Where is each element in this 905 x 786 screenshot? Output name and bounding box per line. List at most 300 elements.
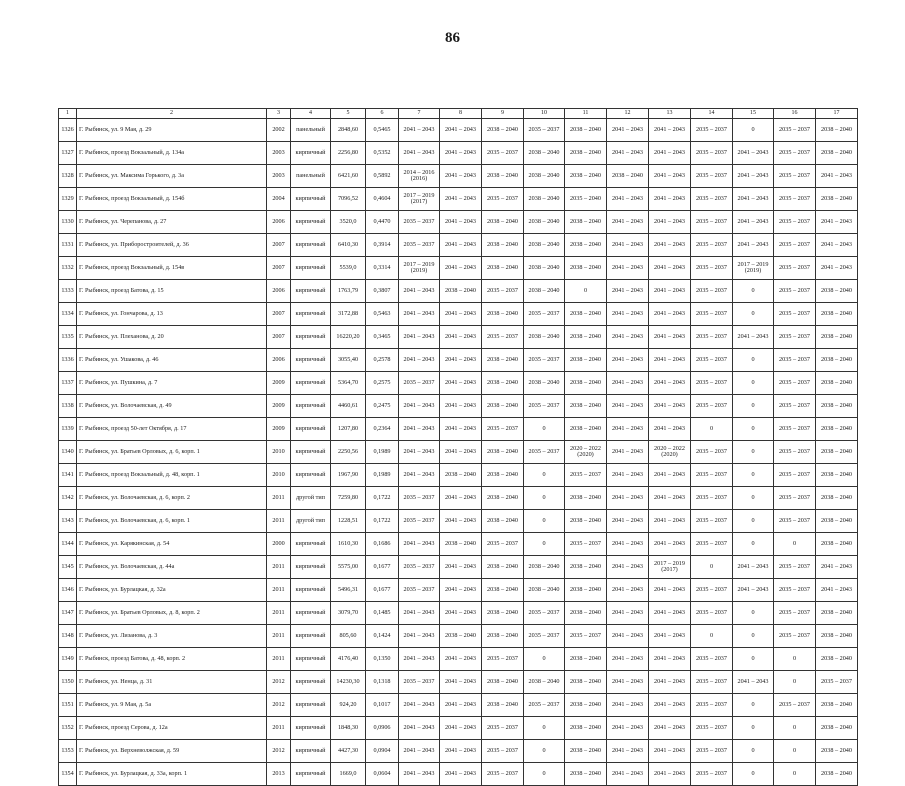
column-number-cell: 6 [366, 109, 399, 119]
table-cell: 0,1017 [366, 694, 399, 717]
table-cell: 1967,90 [331, 464, 366, 487]
table-cell: 1763,79 [331, 280, 366, 303]
table-cell: 2041 – 2043 [399, 648, 440, 671]
table-cell: 2009 [267, 418, 291, 441]
table-cell: 0 [733, 464, 774, 487]
table-cell: 0,5465 [366, 119, 399, 142]
table-cell: кирпичный [291, 234, 331, 257]
table-cell: 2041 – 2043 [399, 717, 440, 740]
table-row [59, 740, 858, 763]
table-row [59, 464, 858, 487]
table-cell: 2038 – 2040 [816, 648, 858, 671]
table-cell: 2035 – 2037 [691, 211, 733, 234]
table-cell: 2035 – 2037 [399, 211, 440, 234]
table-cell: 0 [733, 648, 774, 671]
table-cell: 0,1350 [366, 648, 399, 671]
table-cell: 2035 – 2037 [774, 372, 816, 395]
table-cell: 2038 – 2040 [524, 211, 565, 234]
table-cell: 0 [524, 740, 565, 763]
table-row [59, 648, 858, 671]
table-cell: 2041 – 2043 [816, 234, 858, 257]
table-cell: 2038 – 2040 [482, 441, 524, 464]
row-number-cell: 1327 [59, 142, 77, 165]
address-cell: Г. Рыбинск, ул. Братьев Орловых, д. 8, корп. 2 [77, 602, 267, 625]
table-cell: 2041 – 2043 [399, 303, 440, 326]
table-cell: 0 [733, 441, 774, 464]
table-cell: 0,0906 [366, 717, 399, 740]
table-cell: 2041 – 2043 [733, 326, 774, 349]
table-cell: 2012 [267, 694, 291, 717]
table-cell: 1610,30 [331, 533, 366, 556]
table-cell: 4427,30 [331, 740, 366, 763]
table-cell: 2038 – 2040 [524, 372, 565, 395]
column-number-cell: 7 [399, 109, 440, 119]
column-number-cell: 5 [331, 109, 366, 119]
table-cell: 2038 – 2040 [524, 556, 565, 579]
table-cell: 0 [733, 602, 774, 625]
table-cell: 5539,0 [331, 257, 366, 280]
table-cell: 0,4604 [366, 188, 399, 211]
table-row [59, 717, 858, 740]
table-cell: 0 [774, 763, 816, 786]
table-cell: 2041 – 2043 [607, 625, 649, 648]
table-cell: 2041 – 2043 [440, 188, 482, 211]
table-cell: 2017 – 2019 (2019) [733, 257, 774, 280]
address-cell: Г. Рыбинск, проезд Вокзальный, д. 154в [77, 257, 267, 280]
table-cell: 2035 – 2037 [691, 671, 733, 694]
table-cell: 0,0904 [366, 740, 399, 763]
table-cell: 0,1485 [366, 602, 399, 625]
address-cell: Г. Рыбинск, ул. Пушкина, д. 7 [77, 372, 267, 395]
table-cell: 2041 – 2043 [399, 395, 440, 418]
table-cell: 2038 – 2040 [816, 349, 858, 372]
table-cell: 0 [733, 372, 774, 395]
table-cell: кирпичный [291, 763, 331, 786]
table-cell: 2035 – 2037 [774, 602, 816, 625]
table-cell: 2038 – 2040 [482, 211, 524, 234]
table-cell: 2035 – 2037 [691, 372, 733, 395]
table-cell: 2041 – 2043 [607, 694, 649, 717]
table-cell: 2041 – 2043 [733, 142, 774, 165]
table-cell: 0,4470 [366, 211, 399, 234]
table-cell: 6410,30 [331, 234, 366, 257]
table-cell: 2035 – 2037 [399, 234, 440, 257]
table-cell: 2041 – 2043 [607, 441, 649, 464]
table-cell: 2011 [267, 556, 291, 579]
table-row [59, 211, 858, 234]
table-cell: 2041 – 2043 [607, 349, 649, 372]
row-number-cell: 1341 [59, 464, 77, 487]
address-cell: Г. Рыбинск, проезд Вокзальный, д. 48, корп. 1 [77, 464, 267, 487]
table-cell: кирпичный [291, 326, 331, 349]
table-cell: 2035 – 2037 [691, 648, 733, 671]
table-cell: 2038 – 2040 [816, 280, 858, 303]
table-cell: 2038 – 2040 [816, 188, 858, 211]
table-cell: 2848,60 [331, 119, 366, 142]
table-cell: 2035 – 2037 [524, 625, 565, 648]
table-cell: 2038 – 2040 [565, 510, 607, 533]
column-number-cell: 10 [524, 109, 565, 119]
row-number-cell: 1346 [59, 579, 77, 602]
table-cell: 0 [774, 533, 816, 556]
table-cell: 2011 [267, 510, 291, 533]
table-cell: 2041 – 2043 [440, 211, 482, 234]
table-cell: панельный [291, 165, 331, 188]
table-cell: 0 [774, 717, 816, 740]
table-cell: 0 [524, 510, 565, 533]
table-cell: 0 [524, 648, 565, 671]
table-cell: 2041 – 2043 [440, 487, 482, 510]
table-row [59, 395, 858, 418]
table-cell: 2035 – 2037 [774, 441, 816, 464]
table-cell: 0 [733, 717, 774, 740]
table-row [59, 763, 858, 786]
table-cell: 2038 – 2040 [482, 349, 524, 372]
table-cell: 2011 [267, 648, 291, 671]
table-cell: 2038 – 2040 [524, 280, 565, 303]
table-cell: 1669,0 [331, 763, 366, 786]
table-cell: 0 [524, 464, 565, 487]
row-number-cell: 1348 [59, 625, 77, 648]
address-cell: Г. Рыбинск, проезд Вокзальный, д. 154б [77, 188, 267, 211]
table-cell: 0,1677 [366, 579, 399, 602]
table-cell: 2003 [267, 165, 291, 188]
table-cell: 2038 – 2040 [524, 257, 565, 280]
table-cell: 2035 – 2037 [691, 441, 733, 464]
table-cell: 2041 – 2043 [649, 165, 691, 188]
table-cell: 2035 – 2037 [691, 694, 733, 717]
table-cell: 0 [733, 418, 774, 441]
table-cell: 0,2578 [366, 349, 399, 372]
table-cell: 2035 – 2037 [774, 326, 816, 349]
table-cell: 2041 – 2043 [733, 579, 774, 602]
table-cell: 2038 – 2040 [816, 487, 858, 510]
table-cell: кирпичный [291, 142, 331, 165]
table-cell: 0 [733, 763, 774, 786]
table-cell: 2041 – 2043 [649, 648, 691, 671]
table-cell: 2038 – 2040 [565, 234, 607, 257]
address-cell: Г. Рыбинск, ул. 9 Мая, д. 5а [77, 694, 267, 717]
table-cell: 2041 – 2043 [440, 119, 482, 142]
table-cell: 2041 – 2043 [649, 717, 691, 740]
table-cell: кирпичный [291, 740, 331, 763]
table-row [59, 188, 858, 211]
address-cell: Г. Рыбинск, ул. Бурлацкая, д. 32а [77, 579, 267, 602]
row-number-cell: 1347 [59, 602, 77, 625]
table-cell: 2041 – 2043 [607, 119, 649, 142]
table-cell: 2038 – 2040 [482, 303, 524, 326]
table-cell: 2038 – 2040 [816, 441, 858, 464]
table-cell: 2041 – 2043 [440, 763, 482, 786]
table-cell: 0,3807 [366, 280, 399, 303]
table-cell: 2038 – 2040 [816, 395, 858, 418]
table-cell: 2035 – 2037 [691, 326, 733, 349]
table-cell: другой тип [291, 510, 331, 533]
table-cell: кирпичный [291, 280, 331, 303]
table-cell: 2035 – 2037 [774, 349, 816, 372]
table-cell: 2010 [267, 441, 291, 464]
table-cell: 2038 – 2040 [565, 165, 607, 188]
table-cell: кирпичный [291, 648, 331, 671]
table-cell: 2041 – 2043 [399, 694, 440, 717]
table-cell: 0 [524, 533, 565, 556]
table-cell: 0 [733, 740, 774, 763]
table-cell: 0 [733, 510, 774, 533]
table-cell: 2041 – 2043 [399, 418, 440, 441]
table-cell: 2038 – 2040 [565, 717, 607, 740]
table-cell: 2035 – 2037 [482, 418, 524, 441]
table-cell: 2035 – 2037 [774, 142, 816, 165]
table-cell: 2041 – 2043 [399, 142, 440, 165]
table-cell: 2038 – 2040 [565, 303, 607, 326]
table-cell: 2035 – 2037 [774, 303, 816, 326]
table-cell: 2041 – 2043 [440, 510, 482, 533]
table-cell: 2041 – 2043 [440, 303, 482, 326]
table-cell: 2035 – 2037 [774, 257, 816, 280]
table-cell: 2041 – 2043 [607, 418, 649, 441]
table-cell: 2041 – 2043 [607, 556, 649, 579]
table-cell: 2038 – 2040 [565, 763, 607, 786]
row-number-cell: 1350 [59, 671, 77, 694]
table-cell: 2038 – 2040 [565, 326, 607, 349]
table-cell: 0,1424 [366, 625, 399, 648]
table-cell: 2038 – 2040 [816, 326, 858, 349]
address-cell: Г. Рыбинск, ул. 9 Мая, д. 29 [77, 119, 267, 142]
table-cell: 2038 – 2040 [816, 119, 858, 142]
table-cell: кирпичный [291, 188, 331, 211]
table-cell: 2041 – 2043 [607, 648, 649, 671]
table-cell: 0,5892 [366, 165, 399, 188]
table-cell: 2007 [267, 234, 291, 257]
table-cell: 2041 – 2043 [607, 717, 649, 740]
row-number-cell: 1339 [59, 418, 77, 441]
address-cell: Г. Рыбинск, проезд Батова, д. 15 [77, 280, 267, 303]
table-cell: 2035 – 2037 [482, 142, 524, 165]
table-cell: 2041 – 2043 [607, 372, 649, 395]
table-cell: 0,1318 [366, 671, 399, 694]
table-row [59, 303, 858, 326]
table-cell: 2041 – 2043 [440, 418, 482, 441]
row-number-cell: 1330 [59, 211, 77, 234]
table-cell: 0 [691, 418, 733, 441]
table-cell: 2000 [267, 533, 291, 556]
table-cell: 2041 – 2043 [440, 349, 482, 372]
table-cell: 2035 – 2037 [691, 119, 733, 142]
table-cell: 0 [733, 487, 774, 510]
table-cell: 2038 – 2040 [482, 625, 524, 648]
table-cell: кирпичный [291, 372, 331, 395]
table-cell: 5575,00 [331, 556, 366, 579]
table-cell: 2038 – 2040 [482, 119, 524, 142]
row-number-cell: 1337 [59, 372, 77, 395]
table-cell: 2014 – 2016 (2016) [399, 165, 440, 188]
table-cell: 2041 – 2043 [607, 510, 649, 533]
address-cell: Г. Рыбинск, проезд Батова, д. 48, корп. 2 [77, 648, 267, 671]
table-cell: 2035 – 2037 [691, 395, 733, 418]
table-cell: 5364,70 [331, 372, 366, 395]
table-cell: 2035 – 2037 [482, 763, 524, 786]
table-cell: 2041 – 2043 [649, 533, 691, 556]
table-cell: 2041 – 2043 [649, 740, 691, 763]
table-cell: 0,0604 [366, 763, 399, 786]
row-number-cell: 1335 [59, 326, 77, 349]
table-cell: 2041 – 2043 [440, 740, 482, 763]
table-cell: кирпичный [291, 303, 331, 326]
table-cell: 2035 – 2037 [774, 165, 816, 188]
table-cell: 2035 – 2037 [774, 579, 816, 602]
table-cell: 2035 – 2037 [524, 602, 565, 625]
table-cell: кирпичный [291, 395, 331, 418]
table-cell: 2041 – 2043 [649, 763, 691, 786]
table-cell: 2041 – 2043 [649, 119, 691, 142]
table-cell: 2035 – 2037 [691, 717, 733, 740]
table-cell: 2041 – 2043 [649, 142, 691, 165]
address-cell: Г. Рыбинск, ул. Приборостроителей, д. 36 [77, 234, 267, 257]
table-cell: 2035 – 2037 [691, 510, 733, 533]
table-row [59, 556, 858, 579]
table-cell: 2012 [267, 671, 291, 694]
table-row [59, 257, 858, 280]
table-cell: 2041 – 2043 [399, 119, 440, 142]
table-cell: 2035 – 2037 [482, 648, 524, 671]
table-cell: 0 [774, 671, 816, 694]
table-cell: 2035 – 2037 [399, 579, 440, 602]
table-cell: 2250,56 [331, 441, 366, 464]
table-cell: 2041 – 2043 [607, 487, 649, 510]
table-cell: кирпичный [291, 556, 331, 579]
table-cell: 2041 – 2043 [607, 579, 649, 602]
row-number-cell: 1332 [59, 257, 77, 280]
column-number-cell: 12 [607, 109, 649, 119]
table-cell: 0,2475 [366, 395, 399, 418]
table-cell: 2041 – 2043 [440, 694, 482, 717]
table-cell: 1207,80 [331, 418, 366, 441]
table-cell: 0,2364 [366, 418, 399, 441]
table-cell: 2035 – 2040 [565, 188, 607, 211]
table-cell: 2041 – 2043 [440, 671, 482, 694]
table-cell: 0 [774, 740, 816, 763]
table-cell: 2035 – 2037 [774, 487, 816, 510]
table-cell: 2041 – 2043 [399, 441, 440, 464]
table-cell: 2038 – 2040 [482, 257, 524, 280]
table-cell: 2041 – 2043 [607, 326, 649, 349]
table-cell: 2035 – 2037 [482, 326, 524, 349]
table-cell: 2041 – 2043 [649, 694, 691, 717]
address-cell: Г. Рыбинск, ул. Братьев Орловых, д. 6, корп. 1 [77, 441, 267, 464]
table-cell: 2038 – 2040 [440, 464, 482, 487]
table-cell: 2007 [267, 326, 291, 349]
table-cell: 2038 – 2040 [524, 234, 565, 257]
table-cell: 2041 – 2043 [649, 234, 691, 257]
address-cell: Г. Рыбинск, ул. Ненца, д. 31 [77, 671, 267, 694]
table-cell: кирпичный [291, 441, 331, 464]
table-cell: 0,2575 [366, 372, 399, 395]
address-cell: Г. Рыбинск, проезд 50-лет Октября, д. 17 [77, 418, 267, 441]
table-cell: 0,1722 [366, 487, 399, 510]
table-cell: кирпичный [291, 349, 331, 372]
table-cell: другой тип [291, 487, 331, 510]
table-cell: 3055,40 [331, 349, 366, 372]
table-cell: 2041 – 2043 [733, 188, 774, 211]
table-cell: 2041 – 2043 [607, 395, 649, 418]
table-cell: 2035 – 2037 [691, 142, 733, 165]
table-cell: 2041 – 2043 [733, 165, 774, 188]
table-cell: 2041 – 2043 [733, 671, 774, 694]
table-cell: 2041 – 2043 [816, 556, 858, 579]
table-cell: 2017 – 2019 (2019) [399, 257, 440, 280]
table-cell: кирпичный [291, 579, 331, 602]
table-cell: 0 [524, 418, 565, 441]
table-cell: 2038 – 2040 [565, 395, 607, 418]
table-cell: 2038 – 2040 [816, 602, 858, 625]
table-cell: 2041 – 2043 [399, 602, 440, 625]
table-cell: 2041 – 2043 [607, 280, 649, 303]
table-cell: 4460,61 [331, 395, 366, 418]
table-cell: 0 [733, 533, 774, 556]
table-cell: 0 [524, 717, 565, 740]
table-cell: 2041 – 2043 [399, 326, 440, 349]
table-cell: 2035 – 2037 [399, 372, 440, 395]
table-cell: 2038 – 2040 [482, 694, 524, 717]
row-number-cell: 1333 [59, 280, 77, 303]
table-cell: 2041 – 2043 [607, 188, 649, 211]
address-cell: Г. Рыбинск, ул. Волочаевская, д. 6, корп. 1 [77, 510, 267, 533]
table-cell: 2009 [267, 372, 291, 395]
table-cell: кирпичный [291, 211, 331, 234]
table-cell: 2038 – 2040 [816, 418, 858, 441]
table-cell: 6421,60 [331, 165, 366, 188]
table-cell: 2035 – 2037 [774, 395, 816, 418]
table-cell: 2038 – 2040 [565, 418, 607, 441]
table-row [59, 165, 858, 188]
table-cell: 2038 – 2040 [482, 464, 524, 487]
table-cell: 2035 – 2037 [691, 188, 733, 211]
table-cell: кирпичный [291, 694, 331, 717]
table-cell: 2035 – 2037 [399, 671, 440, 694]
table-cell: 2041 – 2043 [607, 234, 649, 257]
table-cell: 2035 – 2037 [774, 510, 816, 533]
table-cell: 2041 – 2043 [440, 142, 482, 165]
table-cell: 2038 – 2040 [482, 234, 524, 257]
table-cell: 2041 – 2043 [440, 326, 482, 349]
table-row [59, 234, 858, 257]
table-row [59, 119, 858, 142]
table-cell: 1848,30 [331, 717, 366, 740]
row-number-cell: 1349 [59, 648, 77, 671]
table-cell: 2020 – 2022 (2020) [649, 441, 691, 464]
table-cell: 2038 – 2040 [482, 395, 524, 418]
table-cell: 2041 – 2043 [399, 349, 440, 372]
address-cell: Г. Рыбинск, проезд Серова, д. 12а [77, 717, 267, 740]
row-number-cell: 1353 [59, 740, 77, 763]
table-cell: кирпичный [291, 625, 331, 648]
table-cell: 2035 – 2037 [691, 257, 733, 280]
table-cell: 2041 – 2043 [440, 579, 482, 602]
table-cell: 2035 – 2037 [524, 694, 565, 717]
row-number-cell: 1343 [59, 510, 77, 533]
table-cell: 2038 – 2040 [816, 763, 858, 786]
table-cell: 2038 – 2040 [565, 349, 607, 372]
table-cell: 2038 – 2040 [440, 625, 482, 648]
table-cell: 924,20 [331, 694, 366, 717]
table-cell: 0,1677 [366, 556, 399, 579]
table-cell: 2035 – 2037 [482, 717, 524, 740]
table-cell: 2035 – 2037 [774, 211, 816, 234]
table-cell: 2011 [267, 602, 291, 625]
table-cell: 2041 – 2043 [649, 211, 691, 234]
row-number-cell: 1342 [59, 487, 77, 510]
table-cell: 2041 – 2043 [607, 533, 649, 556]
